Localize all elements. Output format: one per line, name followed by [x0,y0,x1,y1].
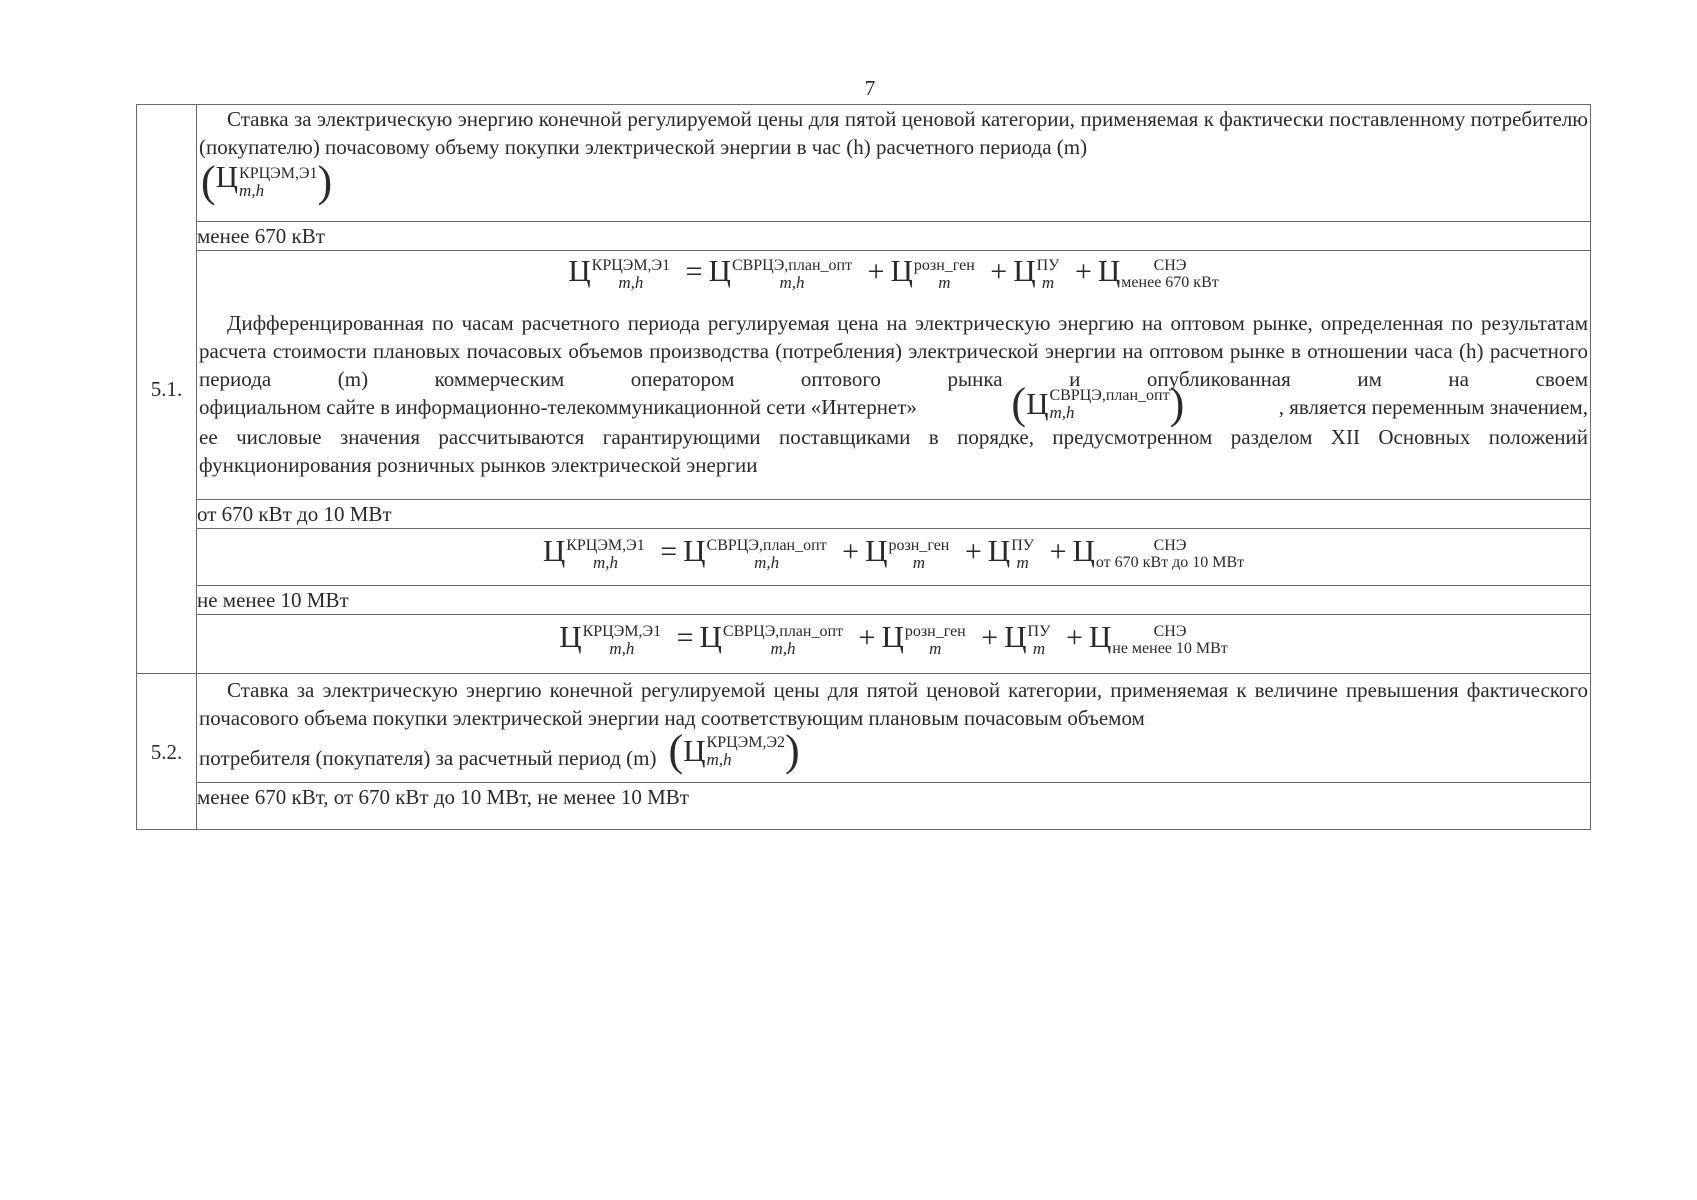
page-number: 7 [864,76,876,100]
table-row [137,529,1591,586]
rate-description-text-3: потребителя (покупателя) за расчетный период (m) [199,746,657,771]
rate-symbol: (Ц КРЦЭМ,Э1 m,h ) [201,157,333,207]
rate-description-text: Ставка за электрическую энергию конечной регулируемой цены для пятой ценовой категории, применяемая к фактически поставленному потребителю (покупателю) почасовому объему покупки электрической энергии в час (h) расчетного периода (m) [199,107,1588,159]
rate-symbol-2: ( Ц КРЦЭМ,Э2 m,h ) [668,726,800,776]
table-row [137,222,1591,251]
rate-description-text-2: Ставка за электрическую энергию конечной регулируемой цены для пятой ценовой категории, применяемая к величине превышения фактического почасового объема покупки электрической энергии над соответствующим плановым почасовым объемом [199,678,1588,731]
explanation-text-4: ее числовые значения рассчитываются гарантирующими поставщиками в порядке, предусмотренном разделом XII Основных положений функционирования розничных рынков электрической энергии [199,425,1588,478]
category-label: менее 670 кВт, от 670 кВт до 10 МВт, не менее 10 МВт [197,783,1591,830]
formula-cell [197,615,1591,674]
table-row [137,783,1591,830]
table-row [137,586,1591,615]
rate-description-cell [197,674,1591,783]
table-row [137,674,1591,783]
explanation-text-1: Дифференцированная по часам расчетного периода регулируемая цена на электрическую энергию на оптовом рынке, определенная по результатам расчета стоимости плановых почасовых объемов производства (потребления) электрической энергии на оптовом рынке в отношении часа (h) расчетного периода (m) коммерческим оператором оптового рынка и опубликованная им на своем [199,311,1588,392]
row-number-5-1: 5.1. [137,105,197,674]
tariff-table [136,104,1591,830]
rate-description-cell [197,105,1591,222]
explanation-text-2: официальном сайте в информационно-телекоммуникационной сети «Интернет» [199,395,917,420]
table-row [137,615,1591,674]
row-number-5-2: 5.2. [137,674,197,830]
category-label: менее 670 кВт [197,222,1591,251]
table-row [137,105,1591,222]
explanation-symbol: ( Ц СВРЦЭ,план_опт m,h ) [1011,379,1185,429]
formula-1: Ц КРЦЭМ,Э1 m,h = Ц СВРЦЭ,план_опт m,h + Ц розн_ген m + Ц ПУ m + Ц СНЭ менее 670 кВт [568,253,1219,293]
formula-3: Ц КРЦЭМ,Э1 m,h = Ц СВРЦЭ,план_опт m,h + Ц розн_ген m + Ц ПУ m + Ц СНЭ не менее 10 МВт [559,619,1228,659]
category-label: не менее 10 МВт [197,586,1591,615]
formula-2: Ц КРЦЭМ,Э1 m,h = Ц СВРЦЭ,план_опт m,h + Ц розн_ген m + Ц ПУ m + Ц СНЭ от 670 кВт до 10 МВт [542,533,1245,573]
table-row [137,251,1591,500]
formula-cell [197,529,1591,586]
table-row [137,500,1591,529]
category-label: от 670 кВт до 10 МВт [197,500,1591,529]
formula-cell [197,251,1591,500]
explanation-text-3: , является переменным значением, [1278,395,1588,420]
